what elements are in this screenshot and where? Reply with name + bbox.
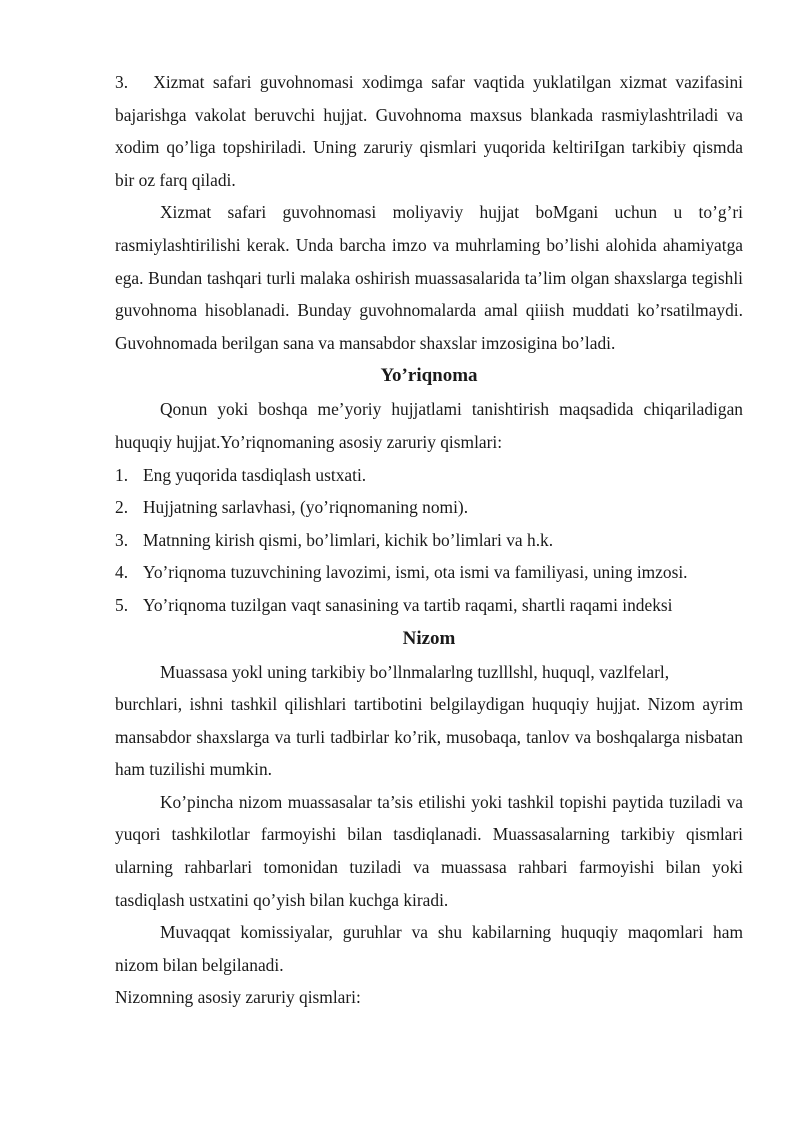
list-item bbox=[115, 524, 743, 557]
paragraph-nizom-4: Nizomning asosiy zaruriy qismlari: bbox=[115, 987, 361, 1008]
heading-nizom: Nizom bbox=[402, 627, 456, 649]
list-item-text: Xizmat safari guvohnomasi xodimga safar vaqtida yuklatilgan xizmat vazifasini bajarishga vakolat beruvchi hujjat. Guvohnoma maxsus blankada rasmiylashtriladi va xodim qo’liga topshiriladi. Uning zaruriy qismlari yuqorida keltiriIgan tarkibiy qismda bir oz farq qiladi. bbox=[115, 72, 743, 190]
document-page bbox=[115, 66, 743, 1014]
yoriqnoma-list bbox=[115, 459, 743, 622]
paragraph-nizom-2: Ko’pincha nizom muassasalar ta’sis etilishi yoki tashkil topishi paytida tuziladi va yuqori tashkilotlar farmoyishi bilan tasdiqlanadi. Muassasalarning tarkibiy qismlari ularning rahbarlari tomonidan tuziladi va muassasa rahbari farmoyishi bilan yoki tasdiqlash ustxatini qo’yish bilan kuchga kiradi. bbox=[115, 791, 743, 910]
list-item bbox=[115, 459, 743, 492]
paragraph-guvohnoma: Xizmat safari guvohnomasi moliyaviy hujjat boMgani uchun u to’g’ri rasmiylashtirilishi kerak. Unda barcha imzo va muhrlaming bo’lishi alohida ahamiyatga ega. Bundan tashqari turli malaka oshirish muassasalarida ta’lim olgan shaxslarga tegishli guvohnoma hisoblanadi. Bunday guvohnomalarda amal qiiish muddati ko’rsatilmaydi. Guvohnomada berilgan sana va mansabdor shaxslar imzosigina bo’ladi. bbox=[115, 202, 743, 353]
list-item bbox=[115, 491, 743, 524]
list-item bbox=[115, 589, 743, 622]
list-number: 3. bbox=[115, 529, 129, 550]
paragraph-nizom-3: Muvaqqat komissiyalar, guruhlar va shu kabilarning huquqiy maqomlari ham nizom bilan belgilanadi. bbox=[115, 922, 743, 975]
paragraph-yoriqnoma-intro: Qonun yoki boshqa me’yoriy hujjatlami tanishtirish maqsadida chiqariladigan huquqiy hujjat.Yo’riqnomaning asosiy zaruriy qismlari: bbox=[115, 399, 743, 452]
list-number: 3. bbox=[115, 72, 129, 92]
paragraph-nizom-rest: burchlari, ishni tashkil qilishlari tartibotini belgilaydigan huquqiy hujjat. Nizom ayrim mansabdor shaxslarga va turli tadbirlar ko’rik, musobaqa, tanlov va boshqalarga nisbatan ham tuzilishi mumkin. bbox=[115, 694, 743, 780]
list-item bbox=[115, 556, 743, 589]
paragraph-nizom-line1: Muassasa yokl uning tarkibiy bo’llnmalarlng tuzlllshl, huquql, vazlfelarl, bbox=[160, 661, 670, 682]
list-item-text: Yo’riqnoma tuzuvchining lavozimi, ismi, ota ismi va familiyasi, uning imzosi. bbox=[143, 562, 688, 583]
list-number: 1. bbox=[115, 464, 129, 485]
list-item-text: Yo’riqnoma tuzilgan vaqt sanasining va tartib raqami, shartli raqami indeksi bbox=[143, 594, 673, 615]
list-number: 4. bbox=[115, 562, 129, 583]
list-number: 5. bbox=[115, 594, 129, 615]
list-item-3-safar bbox=[115, 66, 743, 196]
list-item-text: Eng yuqorida tasdiqlash ustxati. bbox=[143, 464, 367, 485]
list-number: 2. bbox=[115, 497, 129, 518]
list-item-text: Matnning kirish qismi, bo’limlari, kichik bo’limlari va h.k. bbox=[143, 529, 554, 550]
list-item-text: Hujjatning sarlavhasi, (yo’riqnomaning nomi). bbox=[143, 497, 469, 518]
heading-yoriqnoma: Yo’riqnoma bbox=[380, 365, 478, 387]
